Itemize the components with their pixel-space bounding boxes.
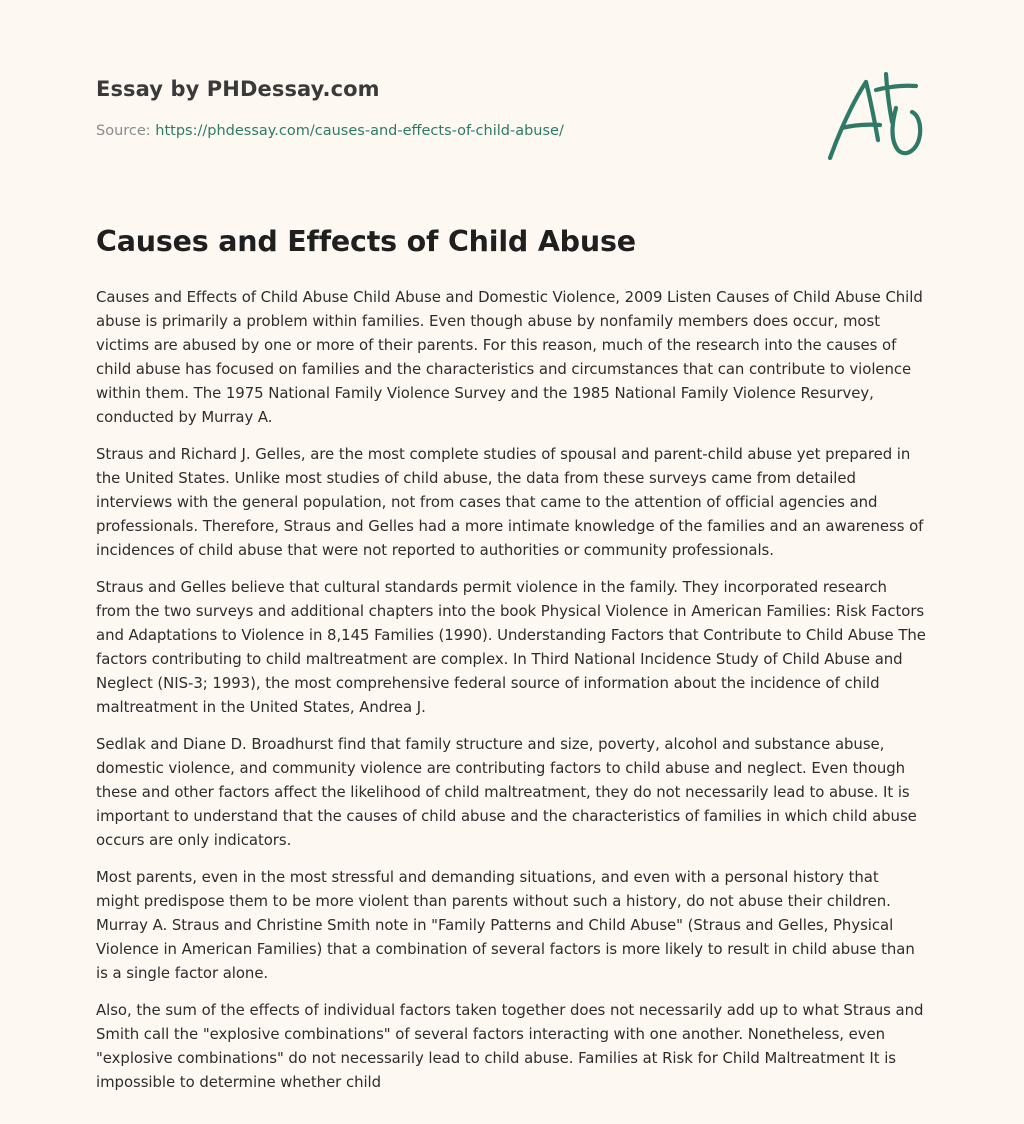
a-plus-grade-icon bbox=[822, 68, 926, 164]
essay-title: Causes and Effects of Child Abuse bbox=[96, 225, 636, 258]
site-brand: Essay by PHDessay.com bbox=[96, 77, 380, 101]
essay-body bbox=[96, 285, 926, 1107]
essay-paragraph: Most parents, even in the most stressful and demanding situations, and even with a personal history that might predispose them to be more violent than parents without such a history, do not abuse their children. Murray A. Straus and Christine Smith note in "Family Patterns and Child Abuse" (Straus and Gelles, Physical Violence in American Families) that a combination of several factors is more likely to result in child abuse than is a single factor alone. bbox=[96, 868, 915, 982]
essay-paragraph: Causes and Effects of Child Abuse Child Abuse and Domestic Violence, 2009 Listen Causes of Child Abuse Child abuse is primarily a problem within families. Even though abuse by nonfamily members does occur, most victims are abused by one or more of their parents. For this reason, much of the research into the causes of child abuse has focused on families and the characteristics and circumstances that can contribute to violence within them. The 1975 National Family Violence Survey and the 1985 National Family Violence Resurvey, conducted by Murray A. bbox=[96, 288, 923, 426]
essay-paragraph: Straus and Gelles believe that cultural standards permit violence in the family. They incorporated research from the two surveys and additional chapters into the book Physical Violence in American Families: Risk Factors and Adaptations to Violence in 8,145 Families (1990). Understanding Factors that Contribute to Child Abuse The factors contributing to child maltreatment are complex. In Third National Incidence Study of Child Abuse and Neglect (NIS-3; 1993), the most comprehensive federal source of information about the incidence of child maltreatment in the United States, Andrea J. bbox=[96, 578, 926, 716]
essay-paragraph: Sedlak and Diane D. Broadhurst find that family structure and size, poverty, alcohol and substance abuse, domestic violence, and community violence are contributing factors to child abuse and neglect. Even though these and other factors affect the likelihood of child maltreatment, they do not necessarily lead to abuse. It is important to understand that the causes of child abuse and the characteristics of families in which child abuse occurs are only indicators. bbox=[96, 735, 917, 849]
source-line bbox=[96, 123, 564, 139]
essay-paragraph: Also, the sum of the effects of individual factors taken together does not necessarily add up to what Straus and Smith call the "explosive combinations" of several factors interacting with one another. Nonetheless, even "explosive combinations" do not necessarily lead to child abuse. Families at Risk for Child Maltreatment It is impossible to determine whether child bbox=[96, 1001, 924, 1091]
source-link[interactable]: https://phdessay.com/causes-and-effects-of-child-abuse/ bbox=[155, 123, 564, 139]
essay-paragraph: Straus and Richard J. Gelles, are the most complete studies of spousal and parent-child abuse yet prepared in the United States. Unlike most studies of child abuse, the data from these surveys came from detailed interviews with the general population, not from cases that came to the attention of official agencies and professionals. Therefore, Straus and Gelles had a more intimate knowledge of the families and an awareness of incidences of child abuse that were not reported to authorities or community professionals. bbox=[96, 445, 924, 559]
source-label: Source: bbox=[96, 123, 156, 139]
